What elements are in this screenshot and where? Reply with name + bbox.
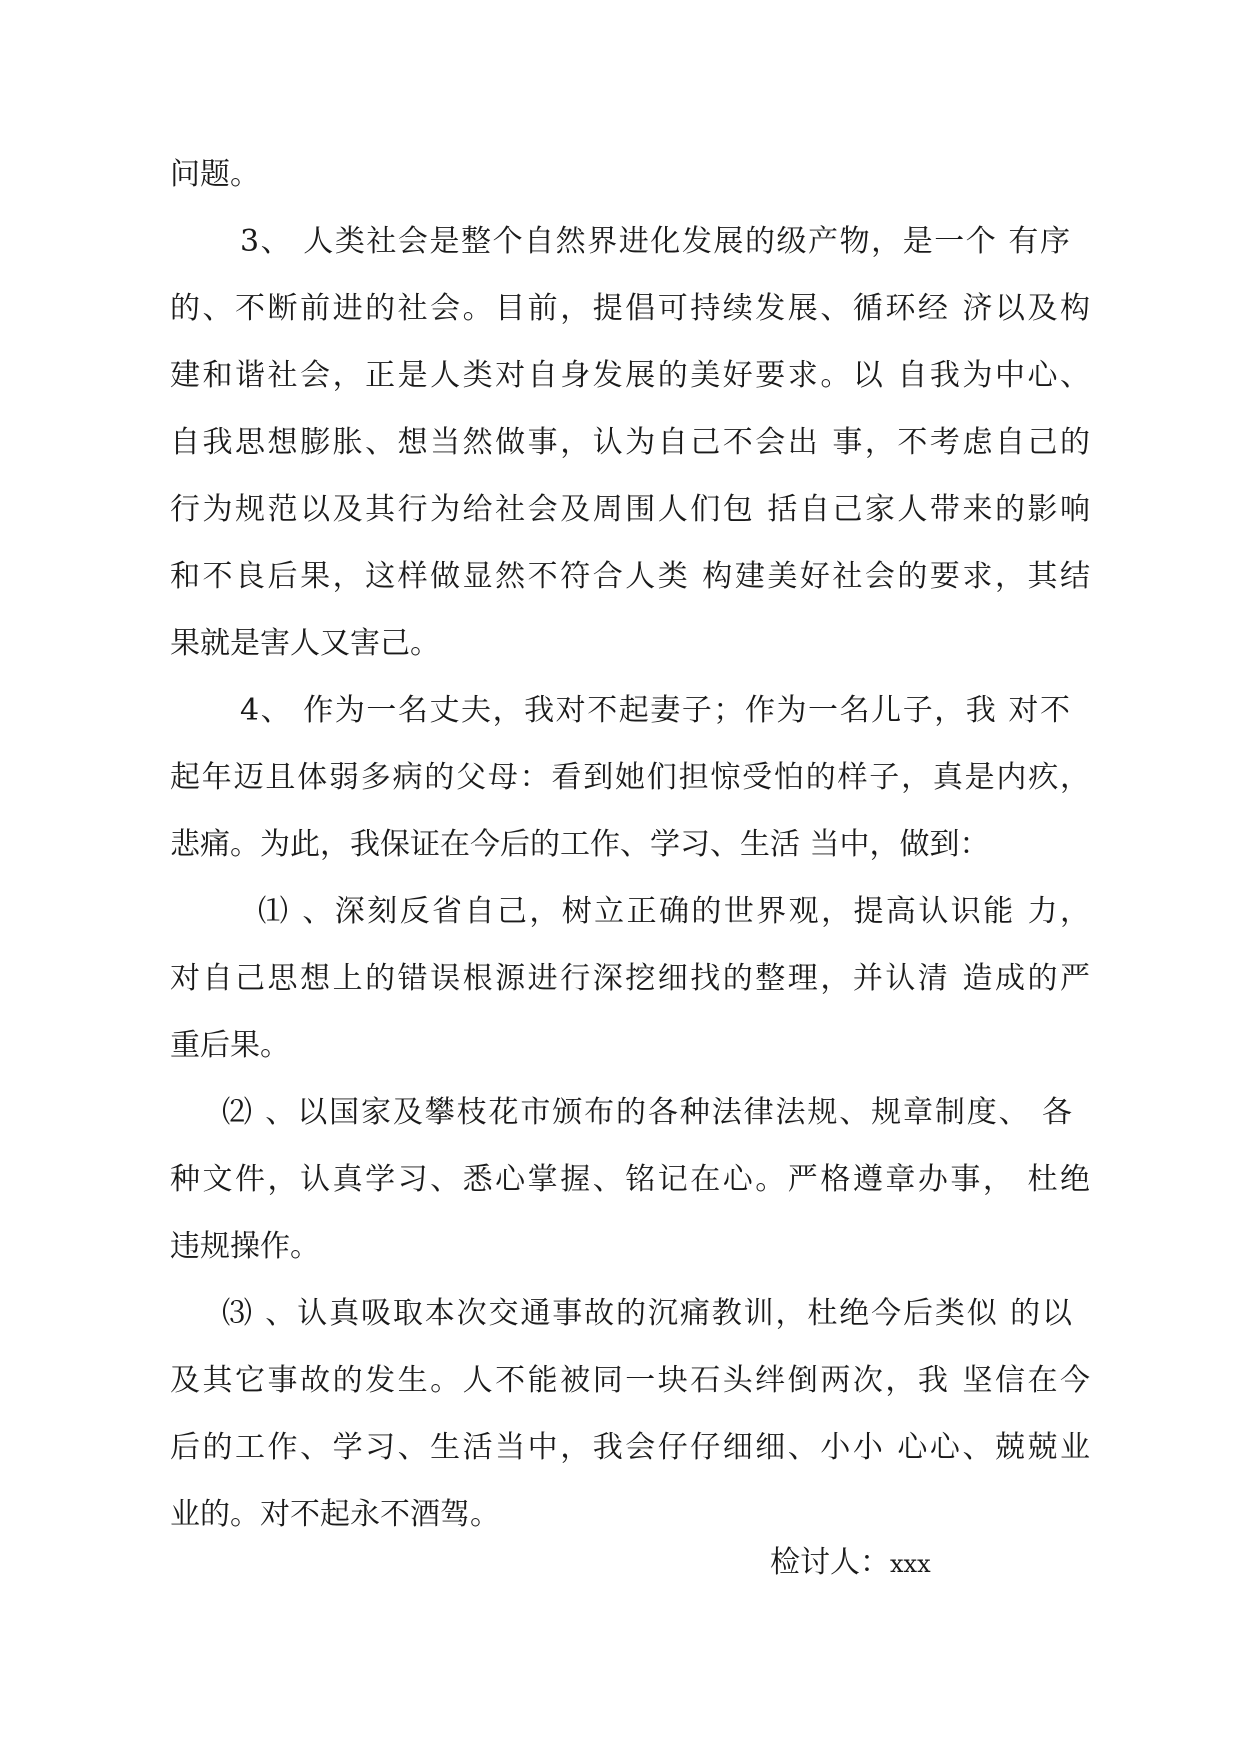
item-2-line: ⑵ 、以国家及攀枝花市颁布的各种法律法规、规章制度、 各 <box>222 1095 1072 1130</box>
text-line: 果就是害人又害己。 <box>170 626 440 661</box>
text-line: 对自己思想上的错误根源进行深挖细找的整理，并认清 造成的严 <box>170 961 1090 996</box>
signature-name: xxx <box>890 1550 931 1578</box>
signature <box>770 1543 931 1584</box>
text-line: 问题。 <box>170 157 260 192</box>
signature-label: 检讨人： <box>770 1545 890 1580</box>
text-line: 重后果。 <box>170 1028 290 1063</box>
text-line: 种文件，认真学习、悉心掌握、铭记在心。严格遵章办事， 杜绝 <box>170 1162 1090 1197</box>
text-line: 自我思想膨胀、想当然做事，认为自己不会出 事，不考虑自己的 <box>170 425 1090 460</box>
text-line: 建和谐社会，正是人类对自身发展的美好要求。以 自我为中心、 <box>170 358 1090 393</box>
text-line: 后的工作、学习、生活当中，我会仔仔细细、小小 心心、兢兢业 <box>170 1430 1090 1465</box>
text-line: 业的。对不起永不酒驾。 <box>170 1497 500 1532</box>
item-1-line: ⑴ 、深刻反省自己，树立正确的世界观，提高认识能 力， <box>258 894 1090 929</box>
text-line: 悲痛。为此，我保证在今后的工作、学习、生活 当中，做到： <box>170 827 990 862</box>
text-line: 的、不断前进的社会。目前，提倡可持续发展、循环经 济以及构 <box>170 291 1090 326</box>
paragraph-3-line: 3、 人类社会是整个自然界进化发展的级产物，是一个 有序 <box>240 224 1070 259</box>
text-line: 及其它事故的发生。人不能被同一块石头绊倒两次，我 坚信在今 <box>170 1363 1090 1398</box>
paragraph-4-line: 4、 作为一名丈夫，我对不起妻子；作为一名儿子，我 对不 <box>240 693 1070 728</box>
text-line: 违规操作。 <box>170 1229 320 1264</box>
text-line: 起年迈且体弱多病的父母：看到她们担惊受怕的样子，真是内疚， <box>170 760 1090 795</box>
item-3-line: ⑶ 、认真吸取本次交通事故的沉痛教训，杜绝今后类似 的以 <box>222 1296 1072 1331</box>
text-line: 和不良后果，这样做显然不符合人类 构建美好社会的要求，其结 <box>170 559 1090 594</box>
text-line: 行为规范以及其行为给社会及周围人们包 括自己家人带来的影响 <box>170 492 1090 527</box>
